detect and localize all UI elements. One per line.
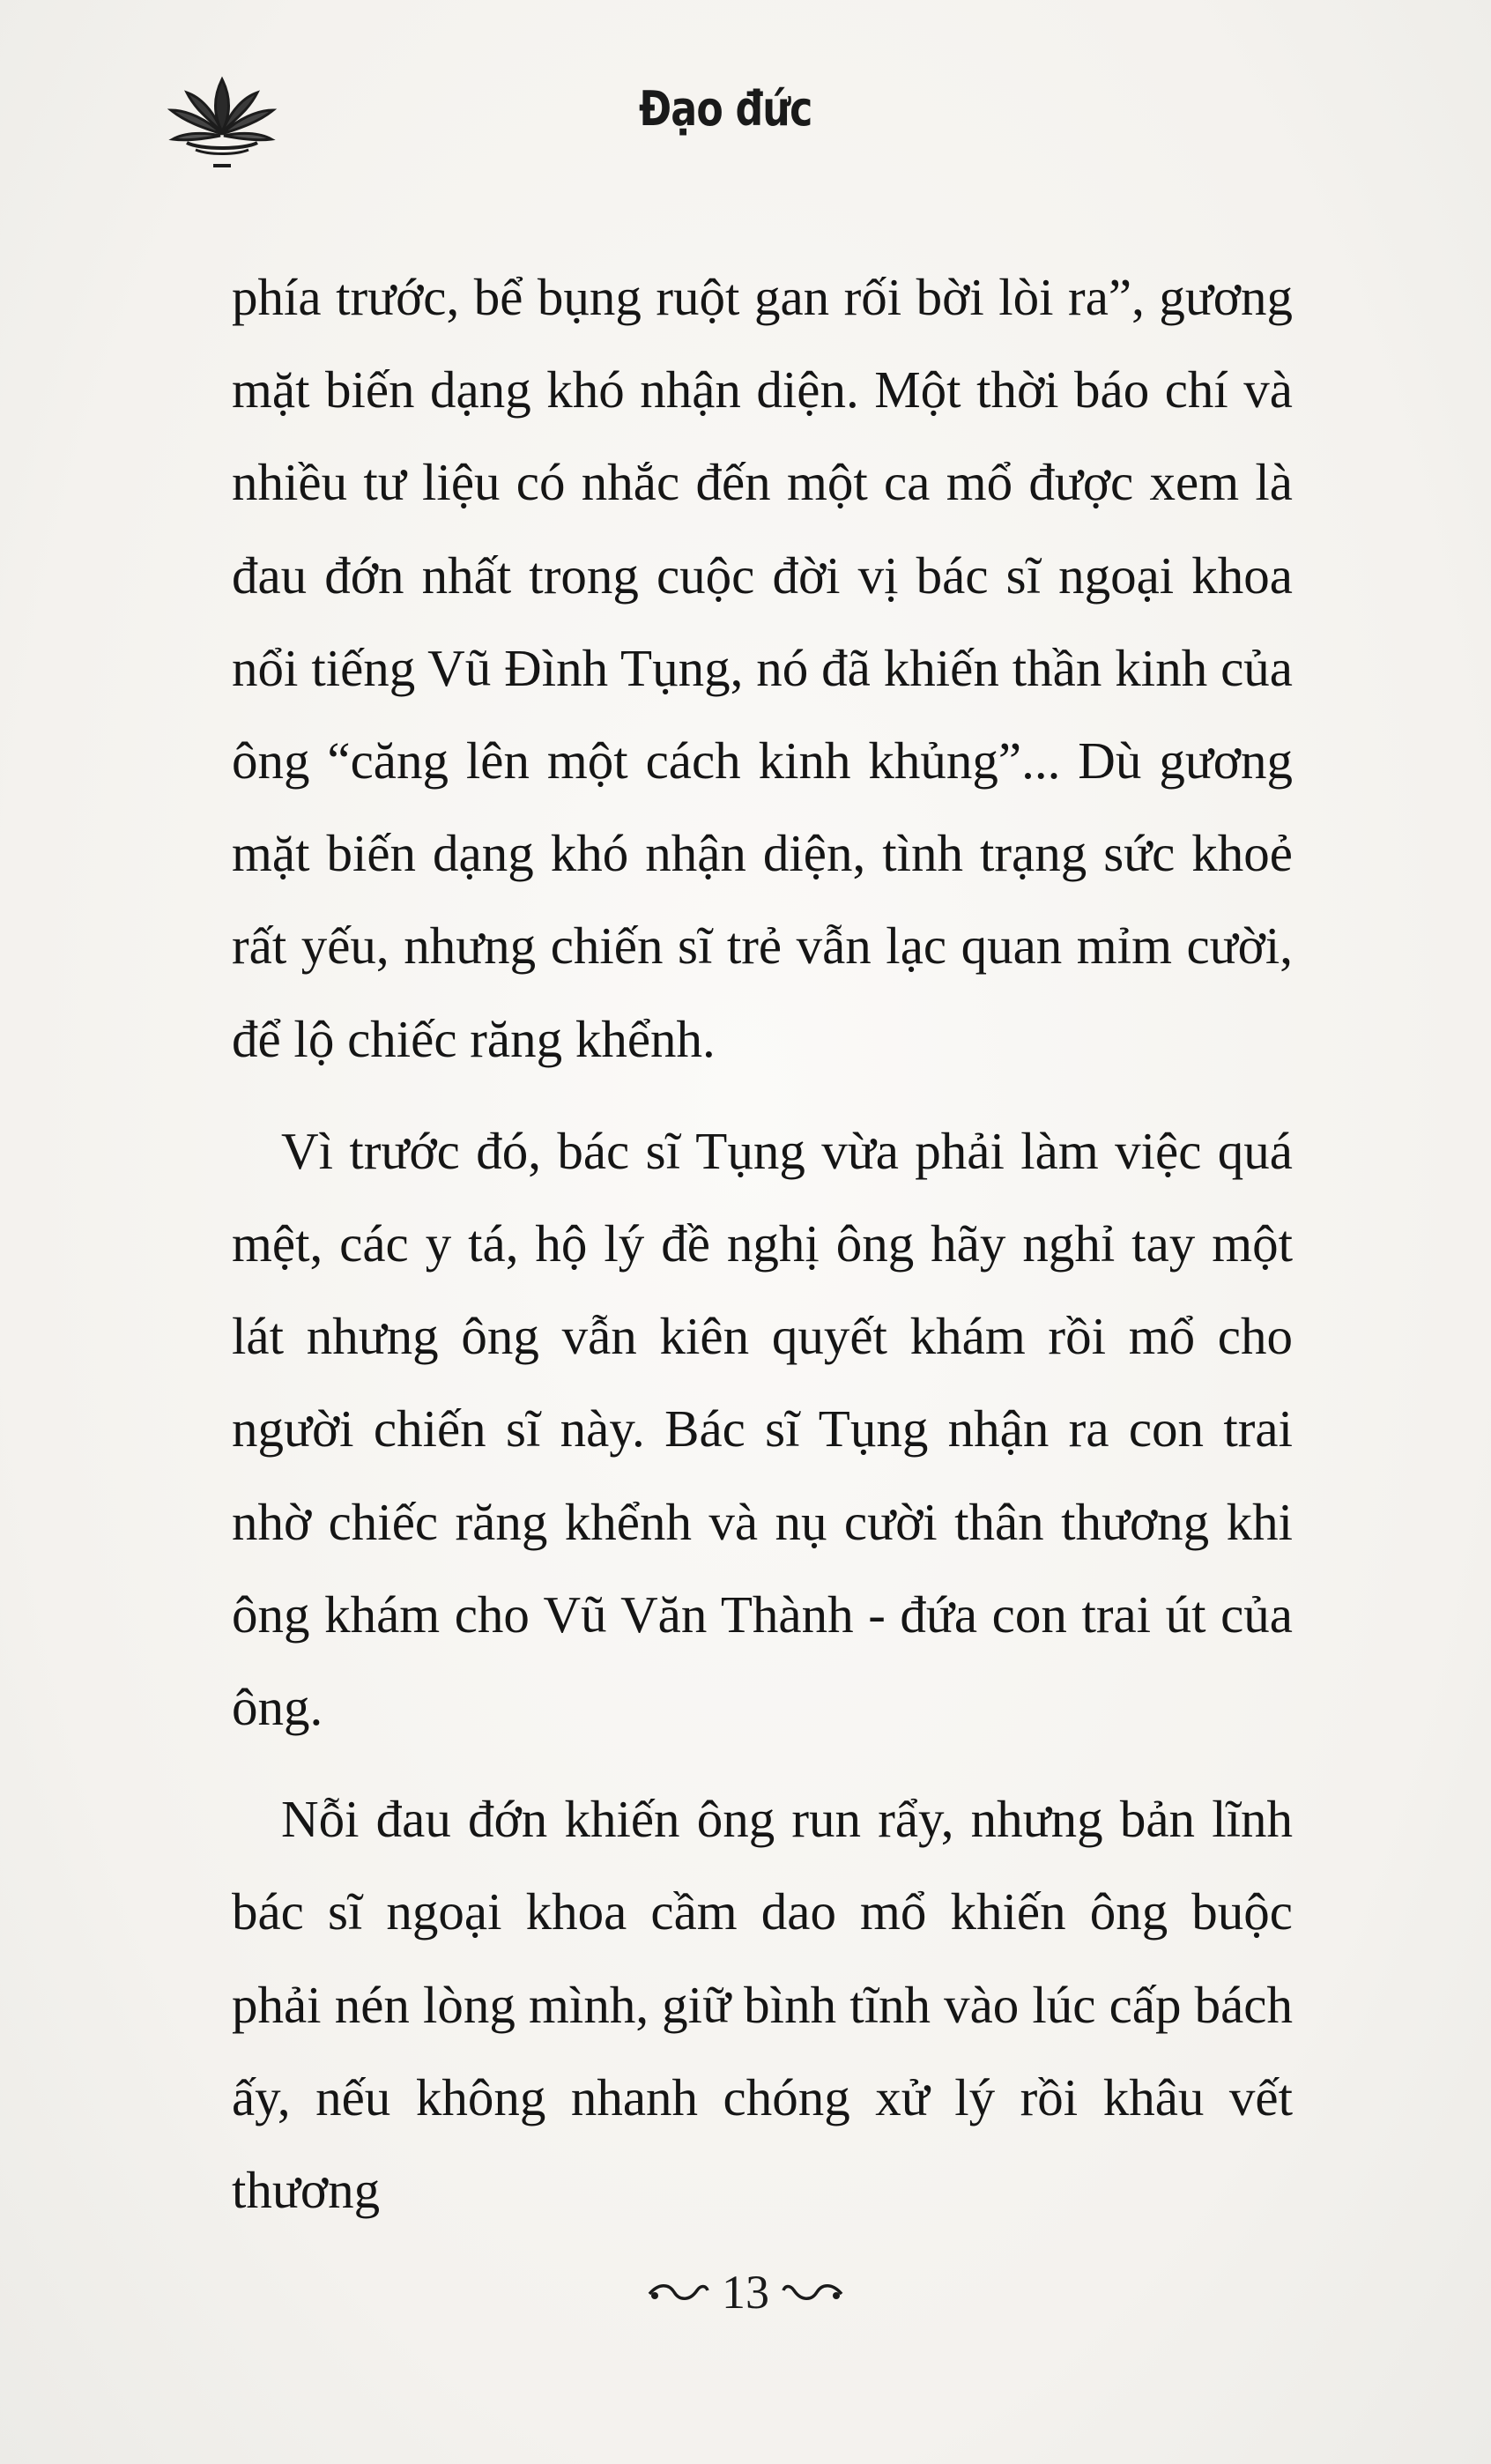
- flourish-left-icon: [646, 2275, 709, 2310]
- body-text: [232, 251, 1293, 2256]
- paragraph-1: phía trước, bể bụng ruột gan rối bời lòi ra”, gương mặt biến dạng khó nhận diện. Một thời báo chí và nhiều tư liệu có nhắc đến một ca mổ được xem là đau đớn nhất trong cuộc đời vị bác sĩ ngoại khoa nổi tiếng Vũ Đình Tụng, nó đã khiến thần kinh của ông “căng lên một cách kinh khủng”... Dù gương mặt biến dạng khó nhận diện, tình trạng sức khoẻ rất yếu, nhưng chiến sĩ trẻ vẫn lạc quan mỉm cười, để lộ chiếc răng khểnh.: [232, 268, 1293, 1068]
- paragraph-3: Nỗi đau đớn khiến ông run rẩy, nhưng bản lĩnh bác sĩ ngoại khoa cầm dao mổ khiến ông buộc phải nén lòng mình, giữ bình tĩnh vào lúc cấp bách ấy, nếu không nhanh chóng xử lý rồi khâu vết thương: [232, 1790, 1293, 2220]
- lotus-icon: [160, 62, 284, 185]
- page-header: [0, 0, 1491, 203]
- running-title: Đạo đức: [639, 81, 812, 137]
- page-number-group: [646, 2265, 845, 2319]
- flourish-right-icon: [782, 2275, 845, 2310]
- page-footer: [0, 2265, 1491, 2335]
- paragraph-2: Vì trước đó, bác sĩ Tụng vừa phải làm việc quá mệt, các y tá, hộ lý đề nghị ông hãy nghỉ tay một lát nhưng ông vẫn kiên quyết khám rồi mổ cho người chiến sĩ này. Bác sĩ Tụng nhận ra con trai nhờ chiếc răng khểnh và nụ cười thân thương khi ông khám cho Vũ Văn Thành - đứa con trai út của ông.: [232, 1121, 1293, 1737]
- page-number: 13: [722, 2266, 769, 2319]
